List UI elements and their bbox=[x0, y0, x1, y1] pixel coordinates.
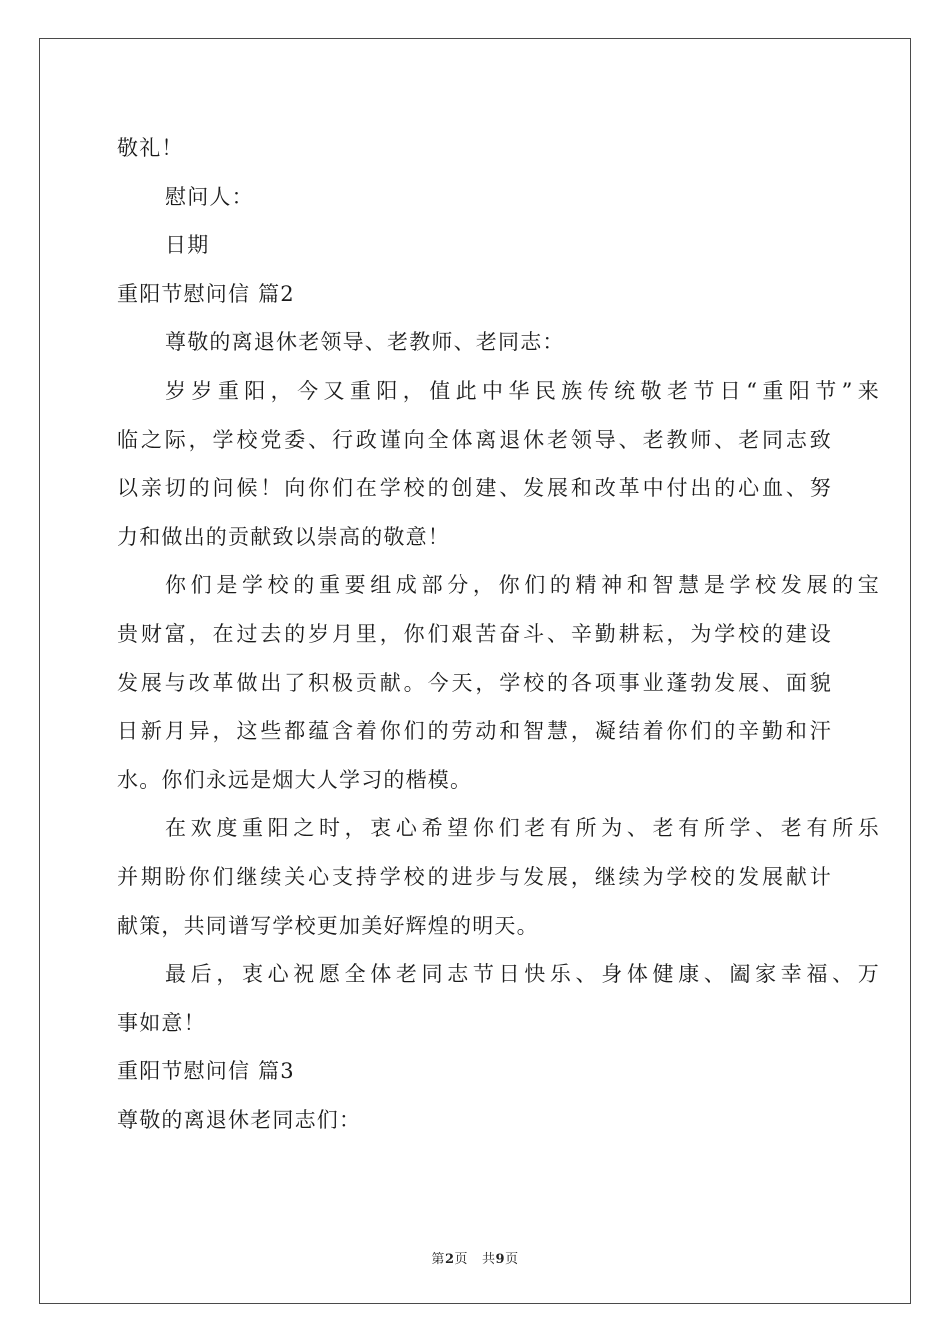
total-page-count: 9 bbox=[495, 1252, 506, 1267]
page-prefix: 第 bbox=[431, 1252, 445, 1267]
document-body bbox=[117, 124, 880, 1144]
page-suffix: 页 bbox=[454, 1252, 468, 1267]
paragraph-line: 发展与改革做出了积极贡献。今天，学校的各项事业蓬勃发展、面貌 bbox=[117, 670, 832, 695]
page-footer bbox=[0, 1248, 950, 1267]
salutation: 尊敬的离退休老同志们： bbox=[117, 1107, 362, 1132]
paragraph-line: 你们是学校的重要组成部分，你们的精神和智慧是学校发展的宝 bbox=[165, 573, 880, 598]
paragraph-line: 临之际，学校党委、行政谨向全体离退休老领导、老教师、老同志致 bbox=[117, 427, 832, 452]
paragraph-line: 最后，衷心祝愿全体老同志节日快乐、身体健康、阖家幸福、万 bbox=[165, 962, 880, 987]
paragraph-line: 在欢度重阳之时，衷心希望你们老有所为、老有所学、老有所乐 bbox=[165, 816, 880, 841]
paragraph-line: 并期盼你们继续关心支持学校的进步与发展，继续为学校的发展献计 bbox=[117, 864, 832, 889]
paragraph-line: 水。你们永远是烟大人学习的楷模。 bbox=[117, 767, 473, 792]
paragraph-line: 贵财富，在过去的岁月里，你们艰苦奋斗、辛勤耕耘，为学校的建设 bbox=[117, 621, 832, 646]
text-line: 敬礼！ bbox=[117, 136, 184, 160]
text-line: 日期 bbox=[165, 233, 210, 258]
section-heading: 重阳节慰问信 篇2 bbox=[117, 281, 295, 306]
total-suffix: 页 bbox=[505, 1252, 519, 1267]
total-prefix: 共 bbox=[482, 1252, 496, 1267]
paragraph-line: 力和做出的贡献致以崇高的敬意！ bbox=[117, 524, 450, 549]
text-line: 慰问人： bbox=[165, 184, 254, 209]
paragraph-line: 献策，共同谱写学校更加美好辉煌的明天。 bbox=[117, 913, 539, 938]
paragraph-line: 日新月异，这些都蕴含着你们的劳动和智慧，凝结着你们的辛勤和汗 bbox=[117, 719, 832, 744]
paragraph-line: 岁岁重阳，今又重阳，值此中华民族传统敬老节日“重阳节”来 bbox=[165, 378, 880, 403]
paragraph-line: 以亲切的问候！向你们在学校的创建、发展和改革中付出的心血、努 bbox=[117, 476, 832, 501]
section-heading: 重阳节慰问信 篇3 bbox=[117, 1059, 295, 1084]
current-page-number: 2 bbox=[444, 1252, 455, 1267]
salutation: 尊敬的离退休老领导、老教师、老同志： bbox=[165, 330, 565, 355]
paragraph-line: 事如意！ bbox=[117, 1010, 206, 1035]
